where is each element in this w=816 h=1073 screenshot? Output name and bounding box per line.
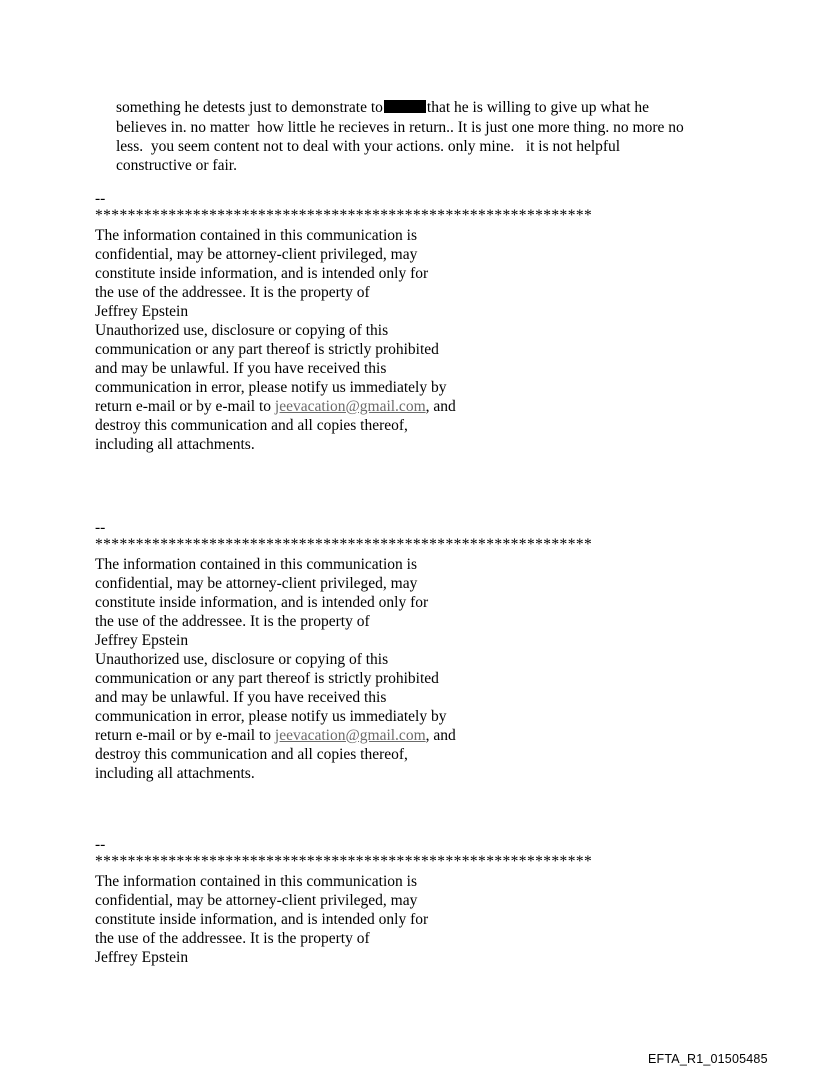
disclaimer-line: Jeffrey Epstein <box>95 632 189 649</box>
disclaimer-line: communication in error, please notify us immediately by <box>95 379 447 396</box>
separator-stars: ************************************************************* <box>95 207 593 224</box>
paragraph-line-2: believes in. no matter how little he recieves in return.. It is just one more thing. no more no <box>116 119 684 136</box>
disclaimer-line: confidential, may be attorney-client privileged, may <box>95 246 418 263</box>
disclaimer-line: The information contained in this communication is <box>95 556 417 573</box>
disclaimer-line: Unauthorized use, disclosure or copying of this <box>95 322 389 339</box>
disclaimer-line: constitute inside information, and is intended only for <box>95 265 429 282</box>
disclaimer-line: the use of the addressee. It is the property of <box>95 930 370 947</box>
separator-dash: -- <box>95 519 106 536</box>
return-line-suffix: , and <box>425 398 456 415</box>
disclaimer-line: Unauthorized use, disclosure or copying of this <box>95 651 389 668</box>
paragraph-line-1-end: that he is willing to give up what he <box>426 99 650 116</box>
disclaimer-line: confidential, may be attorney-client privileged, may <box>95 575 418 592</box>
return-line-text: return e-mail or by e-mail to <box>95 398 275 415</box>
email-link[interactable]: jeevacation@gmail.com <box>274 727 426 744</box>
disclaimer-line: confidential, may be attorney-client privileged, may <box>95 892 418 909</box>
disclaimer-line: Jeffrey Epstein <box>95 949 189 966</box>
disclaimer-line: constitute inside information, and is intended only for <box>95 594 429 611</box>
separator-stars: ************************************************************* <box>95 853 593 870</box>
disclaimer-line: the use of the addressee. It is the property of <box>95 613 370 630</box>
disclaimer-line: communication or any part thereof is strictly prohibited <box>95 670 439 687</box>
disclaimer-block-2 <box>95 518 592 783</box>
disclaimer-line: The information contained in this communication is <box>95 227 417 244</box>
paragraph-line-1-start: something he detests just to demonstrate to <box>116 99 383 116</box>
document-id: EFTA_R1_01505485 <box>648 1052 768 1066</box>
disclaimer-line: communication or any part thereof is strictly prohibited <box>95 341 439 358</box>
disclaimer-block-3 <box>95 835 592 967</box>
disclaimer-line: and may be unlawful. If you have received this <box>95 689 387 706</box>
disclaimer-line: constitute inside information, and is intended only for <box>95 911 429 928</box>
email-link[interactable]: jeevacation@gmail.com <box>274 398 426 415</box>
disclaimer-line: including all attachments. <box>95 436 255 453</box>
disclaimer-line: and may be unlawful. If you have received this <box>95 360 387 377</box>
disclaimer-return-line <box>95 726 592 745</box>
disclaimer-line: communication in error, please notify us immediately by <box>95 708 447 725</box>
disclaimer-return-line <box>95 397 592 416</box>
disclaimer-line: the use of the addressee. It is the property of <box>95 284 370 301</box>
disclaimer-block-1 <box>95 189 592 454</box>
disclaimer-line: The information contained in this communication is <box>95 873 417 890</box>
disclaimer-line: destroy this communication and all copies thereof, <box>95 746 408 763</box>
disclaimer-line: Jeffrey Epstein <box>95 303 189 320</box>
return-line-text: return e-mail or by e-mail to <box>95 727 275 744</box>
disclaimer-line: destroy this communication and all copies thereof, <box>95 417 408 434</box>
disclaimer-line: including all attachments. <box>95 765 255 782</box>
separator-dash: -- <box>95 836 106 853</box>
paragraph-line-1 <box>116 98 649 118</box>
redaction-box <box>384 100 426 113</box>
paragraph-line-3: less. you seem content not to deal with your actions. only mine. it is not helpful <box>116 138 621 155</box>
paragraph-line-4: constructive or fair. <box>116 157 237 174</box>
separator-stars: ************************************************************* <box>95 536 593 553</box>
return-line-suffix: , and <box>425 727 456 744</box>
separator-dash: -- <box>95 190 106 207</box>
